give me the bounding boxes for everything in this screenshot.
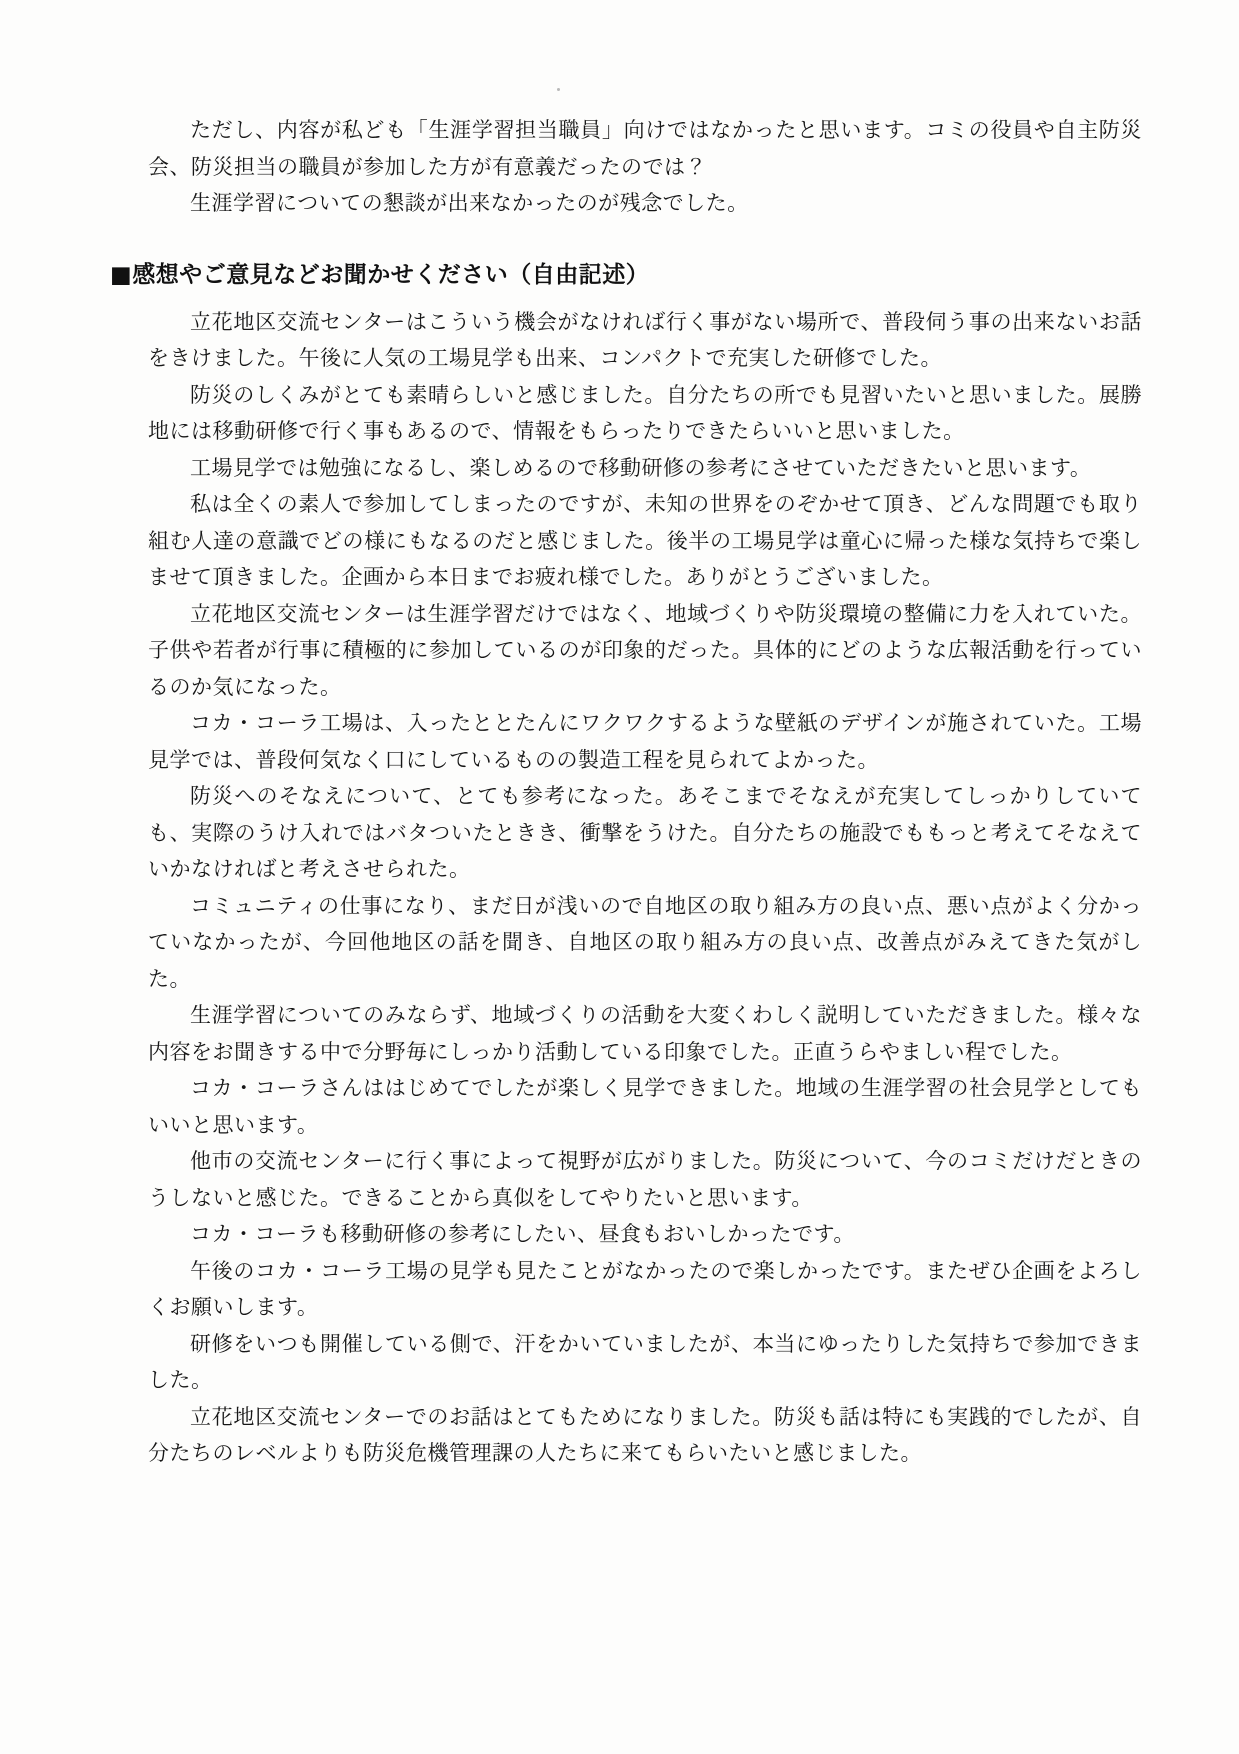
feedback-paragraph-1: 立花地区交流センターはこういう機会がなければ行く事がない場所で、普段伺う事の出来ないお話をきけました。午後に人気の工場見学も出来、コンパクトで充実した研修でした。: [148, 309, 1142, 370]
feedback-paragraph-10: コカ・コーラさんははじめてでしたが楽しく見学できました。地域の生涯学習の社会見学としてもいいと思います。: [148, 1076, 1142, 1137]
intro-paragraph-1: ただし、内容が私ども「生涯学習担当職員」向けではなかったと思います。コミの役員や自主防災会、防災担当の職員が参加した方が有意義だったのでは？: [148, 118, 1142, 179]
scan-artifact-dot: [557, 88, 560, 91]
document-content: [110, 112, 1142, 1472]
feedback-paragraph-13: 午後のコカ・コーラ工場の見学も見たことがなかったので楽しかったです。またぜひ企画をよろしくお願いします。: [148, 1258, 1142, 1319]
intro-block: [110, 112, 1142, 222]
feedback-paragraph-15: 立花地区交流センターでのお話はとてもためになりました。防災も話は特にも実践的でしたが、自分たちのレベルよりも防災危機管理課の人たちに来てもらいたいと感じました。: [148, 1404, 1142, 1465]
feedback-paragraph-7: 防災へのそなえについて、とても参考になった。あそこまでそなえが充実してしっかりしていても、実際のうけ入れではバタついたときき、衝撃をうけた。自分たちの施設でももっと考えてそなえていかなければと考えさせられた。: [148, 784, 1142, 881]
feedback-paragraph-8: コミュニティの仕事になり、まだ日が浅いので自地区の取り組み方の良い点、悪い点がよく分かっていなかったが、今回他地区の話を聞き、自地区の取り組み方の良い点、改善点がみえてきた気がした。: [148, 893, 1142, 991]
feedback-paragraph-5: 立花地区交流センターは生涯学習だけではなく、地域づくりや防災環境の整備に力を入れていた。子供や若者が行事に積極的に参加しているのが印象的だった。具体的にどのような広報活動を行っているのか気になった。: [148, 601, 1142, 699]
feedback-paragraph-6: コカ・コーラ工場は、入ったととたんにワクワクするような壁紙のデザインが施されていた。工場見学では、普段何気なく口にしているものの製造工程を見られてよかった。: [148, 711, 1142, 772]
feedback-block: [110, 304, 1142, 1472]
feedback-paragraph-3: 工場見学では勉強になるし、楽しめるので移動研修の参考にさせていただきたいと思います。: [190, 455, 1092, 480]
intro-paragraph-2: 生涯学習についての懇談が出来なかったのが残念でした。: [190, 191, 749, 215]
feedback-paragraph-4: 私は全くの素人で参加してしまったのですが、未知の世界をのぞかせて頂き、どんな問題でも取り組む人達の意識でどの様にもなるのだと感じました。後半の工場見学は童心に帰った様な気持ちで楽しませて頂きました。企画から本日までお疲れ様でした。ありがとうございました。: [148, 492, 1142, 589]
section-heading: ■感想やご意見などお聞かせください（自由記述）: [110, 261, 650, 288]
feedback-paragraph-11: 他市の交流センターに行く事によって視野が広がりました。防災について、今のコミだけだときのうしないと感じた。できることから真似をしてやりたいと思います。: [148, 1149, 1142, 1210]
feedback-paragraph-2: 防災のしくみがとても素晴らしいと感じました。自分たちの所でも見習いたいと思いました。展勝地には移動研修で行く事もあるので、情報をもらったりできたらいいと思いました。: [148, 382, 1142, 443]
feedback-paragraph-14: 研修をいつも開催している側で、汗をかいていましたが、本当にゆったりした気持ちで参加できました。: [148, 1331, 1142, 1392]
feedback-paragraph-12: コカ・コーラも移動研修の参考にしたい、昼食もおいしかったです。: [190, 1222, 855, 1246]
feedback-paragraph-9: 生涯学習についてのみならず、地域づくりの活動を大変くわしく説明していただきました。様々な内容をお聞きする中で分野毎にしっかり活動している印象でした。正直うらやましい程でした。: [148, 1003, 1142, 1064]
